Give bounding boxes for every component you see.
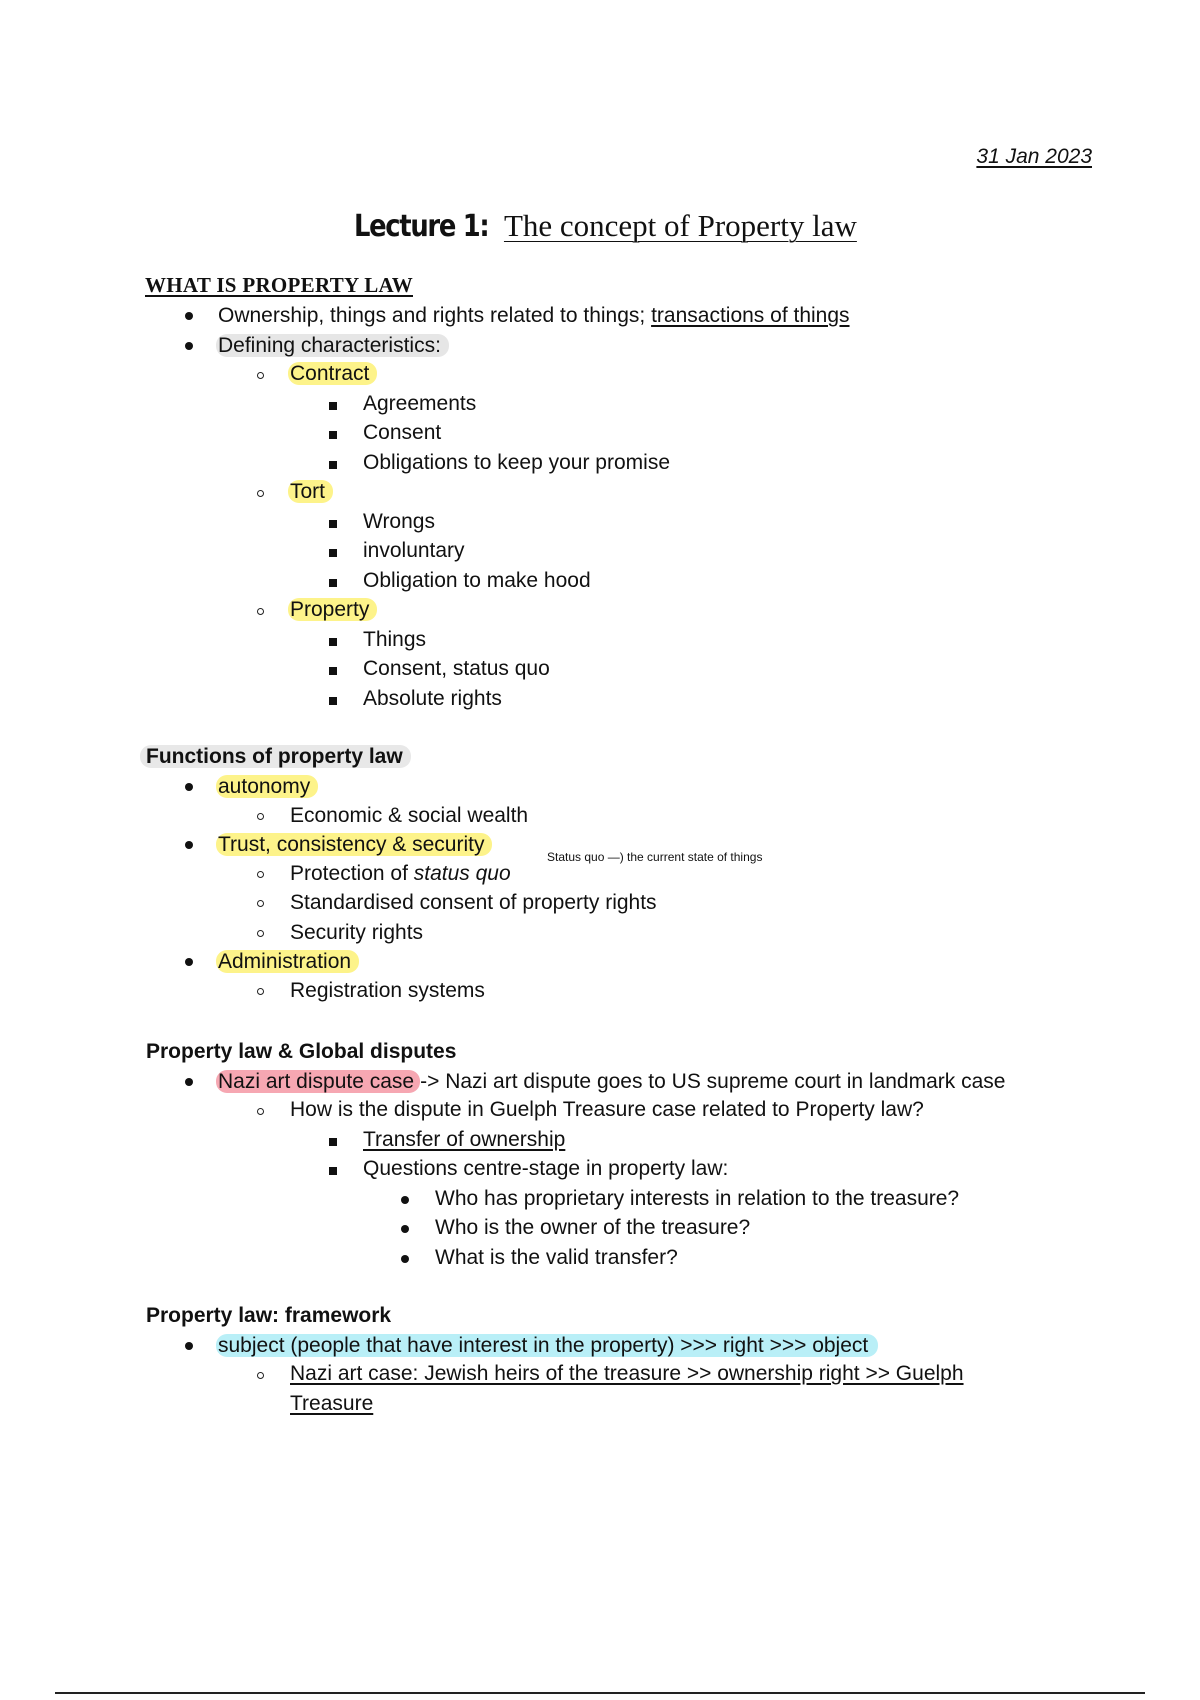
bullet <box>185 1342 193 1350</box>
list-item <box>218 333 449 359</box>
list-item-underlined: Nazi art case: Jewish heirs of the treasure >> ownership right >> Guelph <box>290 1362 964 1385</box>
list-item: Wrongs <box>363 510 435 533</box>
square-bullet <box>329 667 337 675</box>
square-bullet <box>329 461 337 469</box>
circle-bullet <box>257 930 264 937</box>
square-bullet <box>329 549 337 557</box>
list-item-tort <box>290 479 333 505</box>
highlighted-text: Defining characteristics: <box>216 334 449 357</box>
circle-bullet <box>257 1108 264 1115</box>
list-item: Consent, status quo <box>363 657 550 680</box>
highlighted-text: Property <box>288 598 377 621</box>
highlighted-text: Administration <box>216 950 359 973</box>
list-item: Who has proprietary interests in relation to the treasure? <box>435 1187 960 1210</box>
list-item: involuntary <box>363 539 465 562</box>
bullet <box>185 1078 193 1086</box>
highlighted-text: Trust, consistency & security <box>216 833 492 856</box>
section-heading-global-disputes: Property law & Global disputes <box>146 1040 457 1063</box>
list-item-autonomy <box>218 774 318 800</box>
section-heading-framework: Property law: framework <box>146 1304 392 1327</box>
list-item-contract <box>290 361 377 387</box>
section-heading-what-is-property-law: WHAT IS PROPERTY LAW <box>145 273 413 297</box>
square-bullet <box>329 1138 337 1146</box>
list-item: Obligation to make hood <box>363 569 591 592</box>
handwritten-note: Status quo —) the current state of things <box>547 850 763 864</box>
list-item: Absolute rights <box>363 687 502 710</box>
item-text: -> Nazi art dispute goes to US supreme court in landmark case <box>420 1070 1006 1093</box>
bullet <box>401 1196 409 1204</box>
list-item: Registration systems <box>290 979 485 1002</box>
page-title <box>0 208 1200 244</box>
date: 31 Jan 2023 <box>976 145 1092 168</box>
footer-divider <box>55 1692 1145 1694</box>
list-item: Things <box>363 628 427 651</box>
highlighted-text: autonomy <box>216 775 318 798</box>
title-lecture-number: Lecture 1: <box>354 209 489 244</box>
list-item-nazi-case <box>218 1069 1005 1095</box>
highlighted-text: Tort <box>288 480 333 503</box>
square-bullet <box>329 1167 337 1175</box>
circle-bullet <box>257 372 264 379</box>
bullet <box>401 1255 409 1263</box>
list-item: Questions centre-stage in property law: <box>363 1157 729 1180</box>
circle-bullet <box>257 1372 264 1379</box>
item-text: Protection of <box>290 862 414 885</box>
section-heading-functions <box>146 745 411 769</box>
list-item: Consent <box>363 421 442 444</box>
heading-text: Functions of property law <box>140 745 411 768</box>
bullet <box>185 841 193 849</box>
circle-bullet <box>257 871 264 878</box>
list-item-administration <box>218 949 359 975</box>
list-item: How is the dispute in Guelph Treasure case related to Property law? <box>290 1098 924 1121</box>
list-item-underlined: Transfer of ownership <box>363 1128 566 1151</box>
highlighted-text: subject (people that have interest in the property) >>> right >>> object <box>216 1334 878 1357</box>
circle-bullet <box>257 608 264 615</box>
list-item-underlined-continued: Treasure <box>290 1392 374 1415</box>
circle-bullet <box>257 900 264 907</box>
bullet <box>401 1225 409 1233</box>
square-bullet <box>329 431 337 439</box>
item-text-italic: status quo <box>413 862 511 885</box>
square-bullet <box>329 697 337 705</box>
title-topic: The concept of Property law <box>503 208 857 243</box>
list-item: Standardised consent of property rights <box>290 891 657 914</box>
square-bullet <box>329 579 337 587</box>
bullet <box>185 958 193 966</box>
list-item: Agreements <box>363 392 477 415</box>
highlighted-text: Nazi art dispute case <box>216 1070 420 1093</box>
circle-bullet <box>257 988 264 995</box>
bullet <box>185 342 193 350</box>
item-text-underlined: transactions of things <box>651 304 850 327</box>
list-item-subject <box>218 1333 878 1359</box>
list-item <box>218 303 850 329</box>
square-bullet <box>329 520 337 528</box>
list-item-trust <box>218 832 492 858</box>
highlighted-text: Contract <box>288 362 377 385</box>
list-item <box>290 861 511 887</box>
list-item: What is the valid transfer? <box>435 1246 678 1269</box>
circle-bullet <box>257 490 264 497</box>
bullet <box>185 783 193 791</box>
square-bullet <box>329 402 337 410</box>
bullet <box>185 312 193 320</box>
list-item: Who is the owner of the treasure? <box>435 1216 751 1239</box>
item-text: Ownership, things and rights related to things; <box>218 304 652 327</box>
list-item: Security rights <box>290 921 424 944</box>
square-bullet <box>329 638 337 646</box>
circle-bullet <box>257 813 264 820</box>
list-item-property <box>290 597 377 623</box>
list-item: Economic & social wealth <box>290 804 529 827</box>
list-item: Obligations to keep your promise <box>363 451 670 474</box>
